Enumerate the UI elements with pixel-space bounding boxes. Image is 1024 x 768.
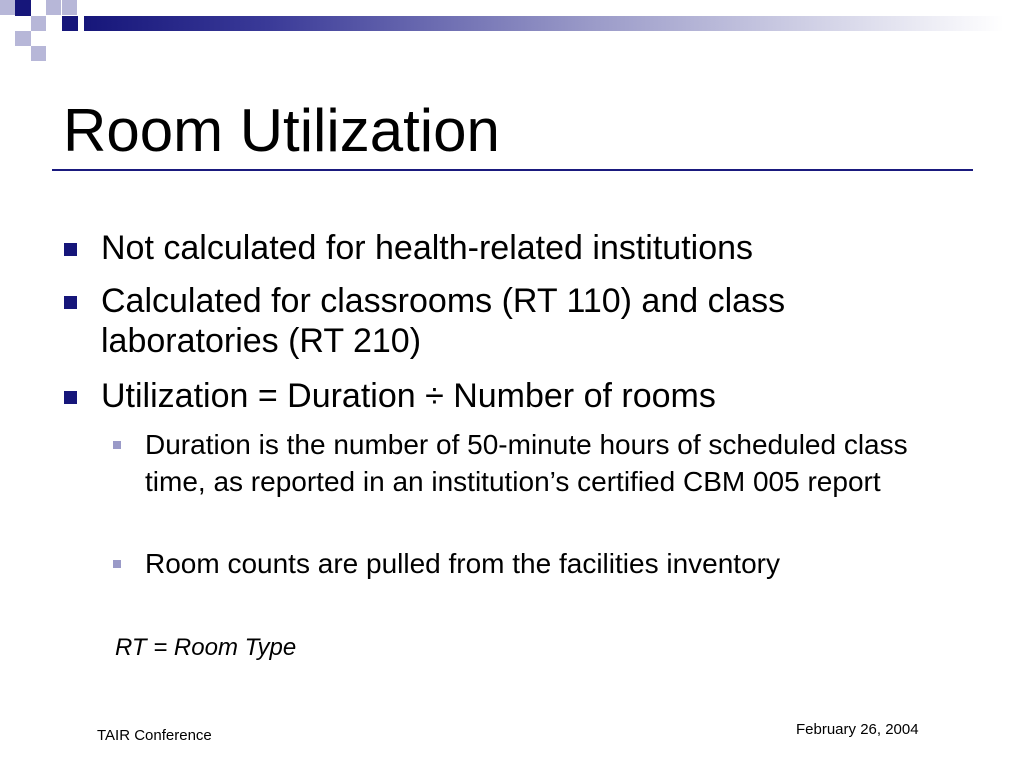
small-square-bullet-icon <box>113 441 121 449</box>
sub-bullet-text: Room counts are pulled from the facilities inventory <box>145 548 780 579</box>
bullet-text: Calculated for classrooms (RT 110) and class laboratories (RT 210) <box>101 282 786 360</box>
slide-title: Room Utilization <box>63 97 500 164</box>
small-square-bullet-icon <box>113 560 121 568</box>
square-bullet-icon <box>64 296 77 309</box>
bullet-text: Not calculated for health-related institutions <box>101 229 754 267</box>
sub-bullet-text: Duration is the number of 50-minute hours of scheduled class time, as reported in an institution’s certified CBM 005 report <box>145 429 908 497</box>
bullet-text: Utilization = Duration ÷ Number of rooms <box>101 377 716 415</box>
footer-conference: TAIR Conference <box>97 727 212 744</box>
footnote: RT = Room Type <box>115 634 297 661</box>
footer-date: February 26, 2004 <box>796 721 919 738</box>
square-bullet-icon <box>64 391 77 404</box>
square-bullet-icon <box>64 243 77 256</box>
